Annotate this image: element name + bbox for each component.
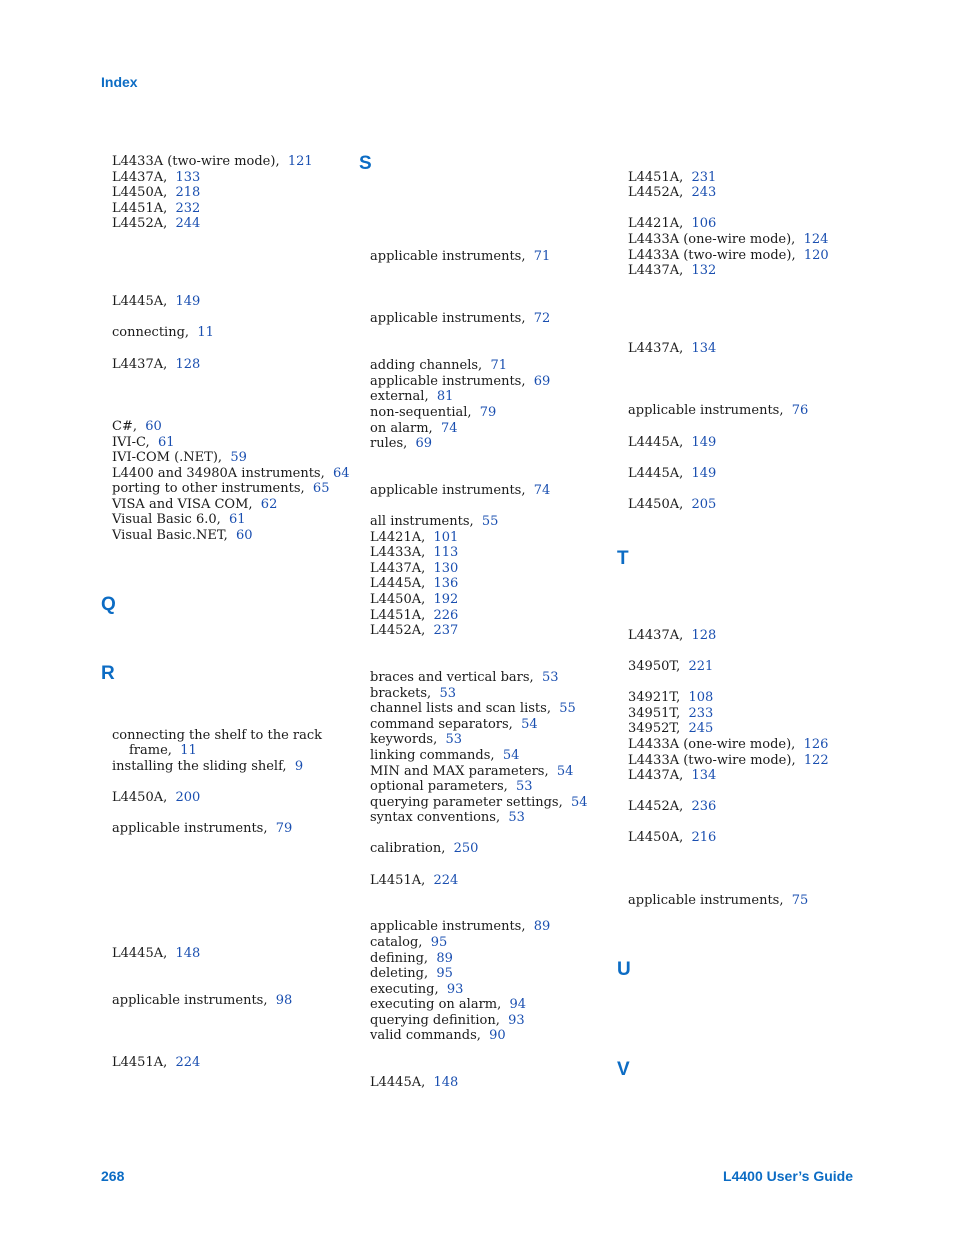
page-link[interactable]: 106 [691, 216, 717, 231]
page-link[interactable]: 89 [533, 919, 551, 934]
page-link[interactable]: 120 [803, 248, 829, 263]
index-entry [628, 799, 716, 815]
page-link[interactable]: 133 [175, 170, 201, 185]
index-entry [370, 374, 550, 390]
index-entry-term: linking commands, [370, 748, 495, 763]
page-link[interactable]: 60 [145, 419, 162, 434]
page-link[interactable]: 79 [479, 405, 497, 420]
page-link[interactable]: 74 [533, 483, 551, 498]
index-entry [112, 201, 200, 217]
index-entry [628, 170, 716, 186]
page-link[interactable]: 72 [533, 311, 551, 326]
index-entry-term: L4437A, [628, 768, 684, 783]
index-entry-term: L4452A, [370, 623, 426, 638]
index-entry [370, 717, 538, 733]
index-entry-term: connecting the shelf to the rack [112, 728, 323, 743]
section-letter-t: T [617, 548, 629, 569]
section-letter-u: U [617, 959, 631, 980]
page-link[interactable]: 53 [516, 779, 533, 794]
index-entry-term: L4445A, [112, 294, 168, 309]
index-entry [370, 1013, 525, 1029]
index-entry-term: L4433A (one-wire mode), [628, 232, 796, 247]
index-entry-term: 34950T, [628, 659, 681, 674]
index-entry [370, 810, 525, 826]
page-link[interactable]: 93 [446, 982, 464, 997]
index-entry [112, 419, 162, 435]
index-entry-term: channel lists and scan lists, [370, 701, 551, 716]
page-link[interactable]: 130 [433, 561, 459, 576]
page-link[interactable]: 128 [691, 628, 717, 643]
page-link[interactable]: 79 [275, 821, 293, 836]
index-entry [628, 659, 713, 675]
index-entry [628, 830, 716, 846]
index-entry-term: L4433A (two-wire mode), [628, 753, 796, 768]
index-entry [628, 690, 713, 706]
index-entry-term: L4451A, [112, 201, 168, 216]
page-link[interactable]: 149 [175, 294, 201, 309]
page-link[interactable]: 54 [521, 717, 538, 732]
page-link[interactable]: 218 [175, 185, 201, 200]
running-header: Index [101, 74, 138, 90]
page-link[interactable]: 149 [691, 466, 717, 481]
index-entry-term: L4445A, [370, 1075, 426, 1090]
page-link[interactable]: 93 [508, 1013, 525, 1028]
index-entry [370, 405, 496, 421]
index-entry [370, 966, 453, 982]
page-link[interactable]: 113 [433, 545, 459, 560]
index-entry [370, 421, 457, 437]
index-entry-term: external, [370, 389, 429, 404]
index-entry-term: Visual Basic 6.0, [112, 512, 221, 527]
page-link[interactable]: 71 [533, 249, 551, 264]
index-entry [112, 481, 329, 497]
section-letter-r: R [101, 663, 115, 684]
index-entry [112, 1055, 200, 1071]
index-entry-term: brackets, [370, 686, 432, 701]
page-link[interactable]: 233 [688, 706, 714, 721]
index-entry-term: applicable instruments, [370, 483, 526, 498]
index-entry-term: L4437A, [112, 170, 168, 185]
index-entry-term: L4437A, [628, 263, 684, 278]
index-entry-term: 34952T, [628, 721, 681, 736]
index-entry [370, 530, 458, 546]
page-link[interactable]: 69 [415, 436, 433, 451]
page-link[interactable]: 148 [433, 1075, 459, 1090]
page-link[interactable]: 54 [502, 748, 520, 763]
index-entry [628, 232, 828, 248]
index-entry [370, 935, 447, 951]
index-entry-term: L4445A, [370, 576, 426, 591]
page-link[interactable]: 149 [691, 435, 717, 450]
index-entry [370, 545, 458, 561]
index-entry-term: L4452A, [628, 799, 684, 814]
index-entry [112, 357, 200, 373]
index-entry [628, 263, 716, 279]
page-link[interactable]: 71 [490, 358, 507, 373]
index-entry-term: L4421A, [370, 530, 426, 545]
index-entry-term: L4451A, [370, 873, 426, 888]
index-entry [370, 358, 507, 374]
index-entry-term: command separators, [370, 717, 513, 732]
page-link[interactable]: 221 [688, 659, 714, 674]
index-entry [112, 821, 292, 837]
page-link[interactable]: 61 [229, 512, 246, 527]
index-entry [112, 294, 200, 310]
index-entry [370, 1028, 506, 1044]
page-link[interactable]: 61 [157, 435, 175, 450]
index-entry [628, 737, 828, 753]
page-link[interactable]: 236 [691, 799, 717, 814]
page-link[interactable]: 134 [691, 341, 717, 356]
page-link[interactable]: 53 [541, 670, 559, 685]
page-link[interactable]: 53 [508, 810, 525, 825]
index-entry-term: L4452A, [112, 216, 168, 231]
index-entry-term: L4433A, [370, 545, 426, 560]
index-entry [370, 623, 458, 639]
index-entry-term: MIN and MAX parameters, [370, 764, 549, 779]
index-entry [628, 628, 716, 644]
index-entry-term: L4450A, [628, 830, 684, 845]
index-entry-term: applicable instruments, [370, 311, 526, 326]
page-link[interactable]: 226 [433, 608, 459, 623]
index-entry [112, 325, 214, 341]
index-entry-term: applicable instruments, [370, 919, 526, 934]
index-entry-term: L4451A, [628, 170, 684, 185]
page-link[interactable]: 128 [175, 357, 201, 372]
index-entry [370, 1075, 458, 1091]
index-entry-term: L4437A, [628, 341, 684, 356]
index-entry [112, 528, 253, 544]
index-entry-term: all instruments, [370, 514, 474, 529]
index-entry-term: executing, [370, 982, 439, 997]
index-entry [112, 946, 200, 962]
page-link[interactable]: 243 [691, 185, 717, 200]
index-entry [370, 764, 573, 780]
index-entry-term: keywords, [370, 732, 438, 747]
index-entry-term: L4421A, [628, 216, 684, 231]
index-entry-term: catalog, [370, 935, 423, 950]
page-link[interactable]: 124 [803, 232, 829, 247]
index-entry [112, 790, 200, 806]
index-entry [129, 743, 197, 759]
page-link[interactable]: 11 [180, 743, 197, 758]
page-link[interactable]: 216 [691, 830, 717, 845]
page-link[interactable]: 95 [436, 966, 453, 981]
page-link[interactable]: 90 [489, 1028, 506, 1043]
index-entry [370, 561, 458, 577]
index-entry [370, 841, 478, 857]
index-entry [370, 873, 458, 889]
page-link[interactable]: 224 [433, 873, 459, 888]
page-link[interactable]: 132 [691, 263, 717, 278]
page-link[interactable]: 200 [175, 790, 201, 805]
page-link[interactable]: 121 [287, 154, 313, 169]
index-entry [370, 249, 550, 265]
index-entry [370, 389, 453, 405]
index-entry-term: L4433A (two-wire mode), [112, 154, 280, 169]
index-entry-term: L4433A (one-wire mode), [628, 737, 796, 752]
page-link[interactable]: 244 [175, 216, 201, 231]
index-entry-term: L4451A, [370, 608, 426, 623]
page-link[interactable]: 126 [803, 737, 829, 752]
index-entry-term: C#, [112, 419, 137, 434]
index-entry-term: calibration, [370, 841, 446, 856]
page-link[interactable]: 76 [791, 403, 809, 418]
index-entry-term: L4437A, [628, 628, 684, 643]
index-entry [370, 592, 458, 608]
index-entry-term: VISA and VISA COM, [112, 497, 253, 512]
page-link[interactable]: 65 [312, 481, 330, 496]
index-entry [628, 768, 716, 784]
page-link[interactable]: 108 [688, 690, 714, 705]
page-link[interactable]: 98 [275, 993, 293, 1008]
page-link[interactable]: 136 [433, 576, 459, 591]
index-entry-term: on alarm, [370, 421, 433, 436]
index-entry-term: IVI-C, [112, 435, 150, 450]
index-entry [112, 466, 350, 482]
page-link[interactable]: 231 [691, 170, 717, 185]
index-entry [370, 576, 458, 592]
index-entry [370, 748, 519, 764]
index-entry [112, 759, 303, 775]
section-letter-v: V [617, 1059, 630, 1080]
index-entry [112, 512, 246, 528]
page-link[interactable]: 62 [260, 497, 278, 512]
page-link[interactable]: 69 [533, 374, 551, 389]
index-entry-term: L4450A, [112, 790, 168, 805]
index-entry [628, 341, 716, 357]
page-link[interactable]: 95 [430, 935, 448, 950]
page-link[interactable]: 54 [556, 764, 574, 779]
index-entry [112, 993, 292, 1009]
index-entry-term: 34951T, [628, 706, 681, 721]
index-entry-term: L4450A, [112, 185, 168, 200]
page-link[interactable]: 75 [791, 893, 809, 908]
index-entry [628, 466, 716, 482]
index-entry [370, 951, 453, 967]
index-entry [112, 728, 322, 744]
index-entry [112, 450, 247, 466]
page-number: 268 [101, 1168, 125, 1184]
index-entry-term: applicable instruments, [112, 821, 268, 836]
index-entry-term: L4433A (two-wire mode), [628, 248, 796, 263]
index-entry-term: L4452A, [628, 185, 684, 200]
book-title: L4400 User’s Guide [723, 1168, 853, 1184]
page-link[interactable]: 55 [481, 514, 499, 529]
index-entry [628, 893, 808, 909]
page-link[interactable]: 64 [333, 466, 350, 481]
index-entry-term: L4445A, [112, 946, 168, 961]
index-entry [370, 997, 526, 1013]
index-entry [370, 732, 462, 748]
index-entry-term: applicable instruments, [370, 374, 526, 389]
page-link[interactable]: 9 [294, 759, 304, 774]
page-link[interactable]: 122 [803, 753, 829, 768]
index-entry-term: porting to other instruments, [112, 481, 305, 496]
index-entry-term: L4445A, [628, 435, 684, 450]
page-link[interactable]: 94 [509, 997, 527, 1012]
page-link[interactable]: 89 [436, 951, 453, 966]
index-entry [370, 686, 456, 702]
page-link[interactable]: 59 [230, 450, 247, 465]
index-entry [370, 311, 550, 327]
index-entry [112, 216, 200, 232]
index-entry-term: syntax conventions, [370, 810, 501, 825]
page-link[interactable]: 54 [571, 795, 588, 810]
page-link[interactable]: 232 [175, 201, 201, 216]
index-entry-term: applicable instruments, [628, 403, 784, 418]
index-entry [370, 982, 463, 998]
index-entry-term: L4450A, [370, 592, 426, 607]
index-entry [628, 216, 716, 232]
page-link[interactable]: 101 [433, 530, 459, 545]
index-entry-term: deleting, [370, 966, 429, 981]
index-entry [112, 154, 313, 170]
index-entry [112, 497, 277, 513]
index-entry [112, 170, 200, 186]
index-entry [628, 706, 713, 722]
index-entry-term: optional parameters, [370, 779, 508, 794]
page-link[interactable]: 53 [439, 686, 456, 701]
index-entry-term: L4437A, [370, 561, 426, 576]
index-entry [628, 185, 716, 201]
index-entry-term: IVI-COM (.NET), [112, 450, 223, 465]
index-entry-term: L4400 and 34980A instruments, [112, 466, 325, 481]
page-link[interactable]: 60 [235, 528, 253, 543]
index-entry-term: applicable instruments, [628, 893, 784, 908]
index-entry [628, 721, 713, 737]
index-entry [370, 779, 533, 795]
index-entry [628, 497, 716, 513]
index-entry-term: L4445A, [628, 466, 684, 481]
index-entry-term: braces and vertical bars, [370, 670, 534, 685]
index-entry-term: frame, [129, 743, 172, 758]
page-link[interactable]: 134 [691, 768, 717, 783]
index-entry-term: applicable instruments, [370, 249, 526, 264]
index-entry-term: installing the sliding shelf, [112, 759, 287, 774]
index-entry-term: 34921T, [628, 690, 681, 705]
index-entry-term: L4451A, [112, 1055, 168, 1070]
index-entry-term: valid commands, [370, 1028, 481, 1043]
page-link[interactable]: 224 [175, 1055, 201, 1070]
index-entry-term: querying parameter settings, [370, 795, 563, 810]
index-entry [370, 701, 576, 717]
index-entry-term: L4450A, [628, 497, 684, 512]
page-link[interactable]: 250 [453, 841, 479, 856]
index-entry [628, 248, 829, 264]
index-entry-term: connecting, [112, 325, 190, 340]
page-link[interactable]: 55 [559, 701, 576, 716]
page-link[interactable]: 148 [175, 946, 201, 961]
index-entry [370, 514, 498, 530]
index-entry [370, 795, 588, 811]
index-entry-term: L4437A, [112, 357, 168, 372]
index-entry-term: Visual Basic.NET, [112, 528, 228, 543]
index-entry-term: adding channels, [370, 358, 483, 373]
index-entry-term: applicable instruments, [112, 993, 268, 1008]
page-link[interactable]: 74 [440, 421, 458, 436]
page-link[interactable]: 192 [433, 592, 459, 607]
index-entry [112, 435, 174, 451]
section-letter-q: Q [101, 594, 116, 615]
page-link[interactable]: 245 [688, 721, 714, 736]
page-link[interactable]: 11 [197, 325, 214, 340]
index-entry [370, 919, 550, 935]
index-entry-term: non-sequential, [370, 405, 472, 420]
index-entry-term: defining, [370, 951, 429, 966]
index-entry-term: rules, [370, 436, 408, 451]
index-entry-term: querying definition, [370, 1013, 500, 1028]
page-link[interactable]: 53 [445, 732, 463, 747]
page-link[interactable]: 81 [436, 389, 454, 404]
index-entry [628, 403, 808, 419]
index-entry [370, 436, 432, 452]
index-entry [370, 608, 458, 624]
index-entry [370, 483, 550, 499]
index-entry-term: executing on alarm, [370, 997, 502, 1012]
index-entry [628, 435, 716, 451]
index-entry [370, 670, 559, 686]
page-link[interactable]: 237 [433, 623, 459, 638]
section-letter-s: S [359, 153, 372, 174]
index-entry [112, 185, 200, 201]
page-link[interactable]: 205 [691, 497, 717, 512]
index-entry [628, 753, 829, 769]
